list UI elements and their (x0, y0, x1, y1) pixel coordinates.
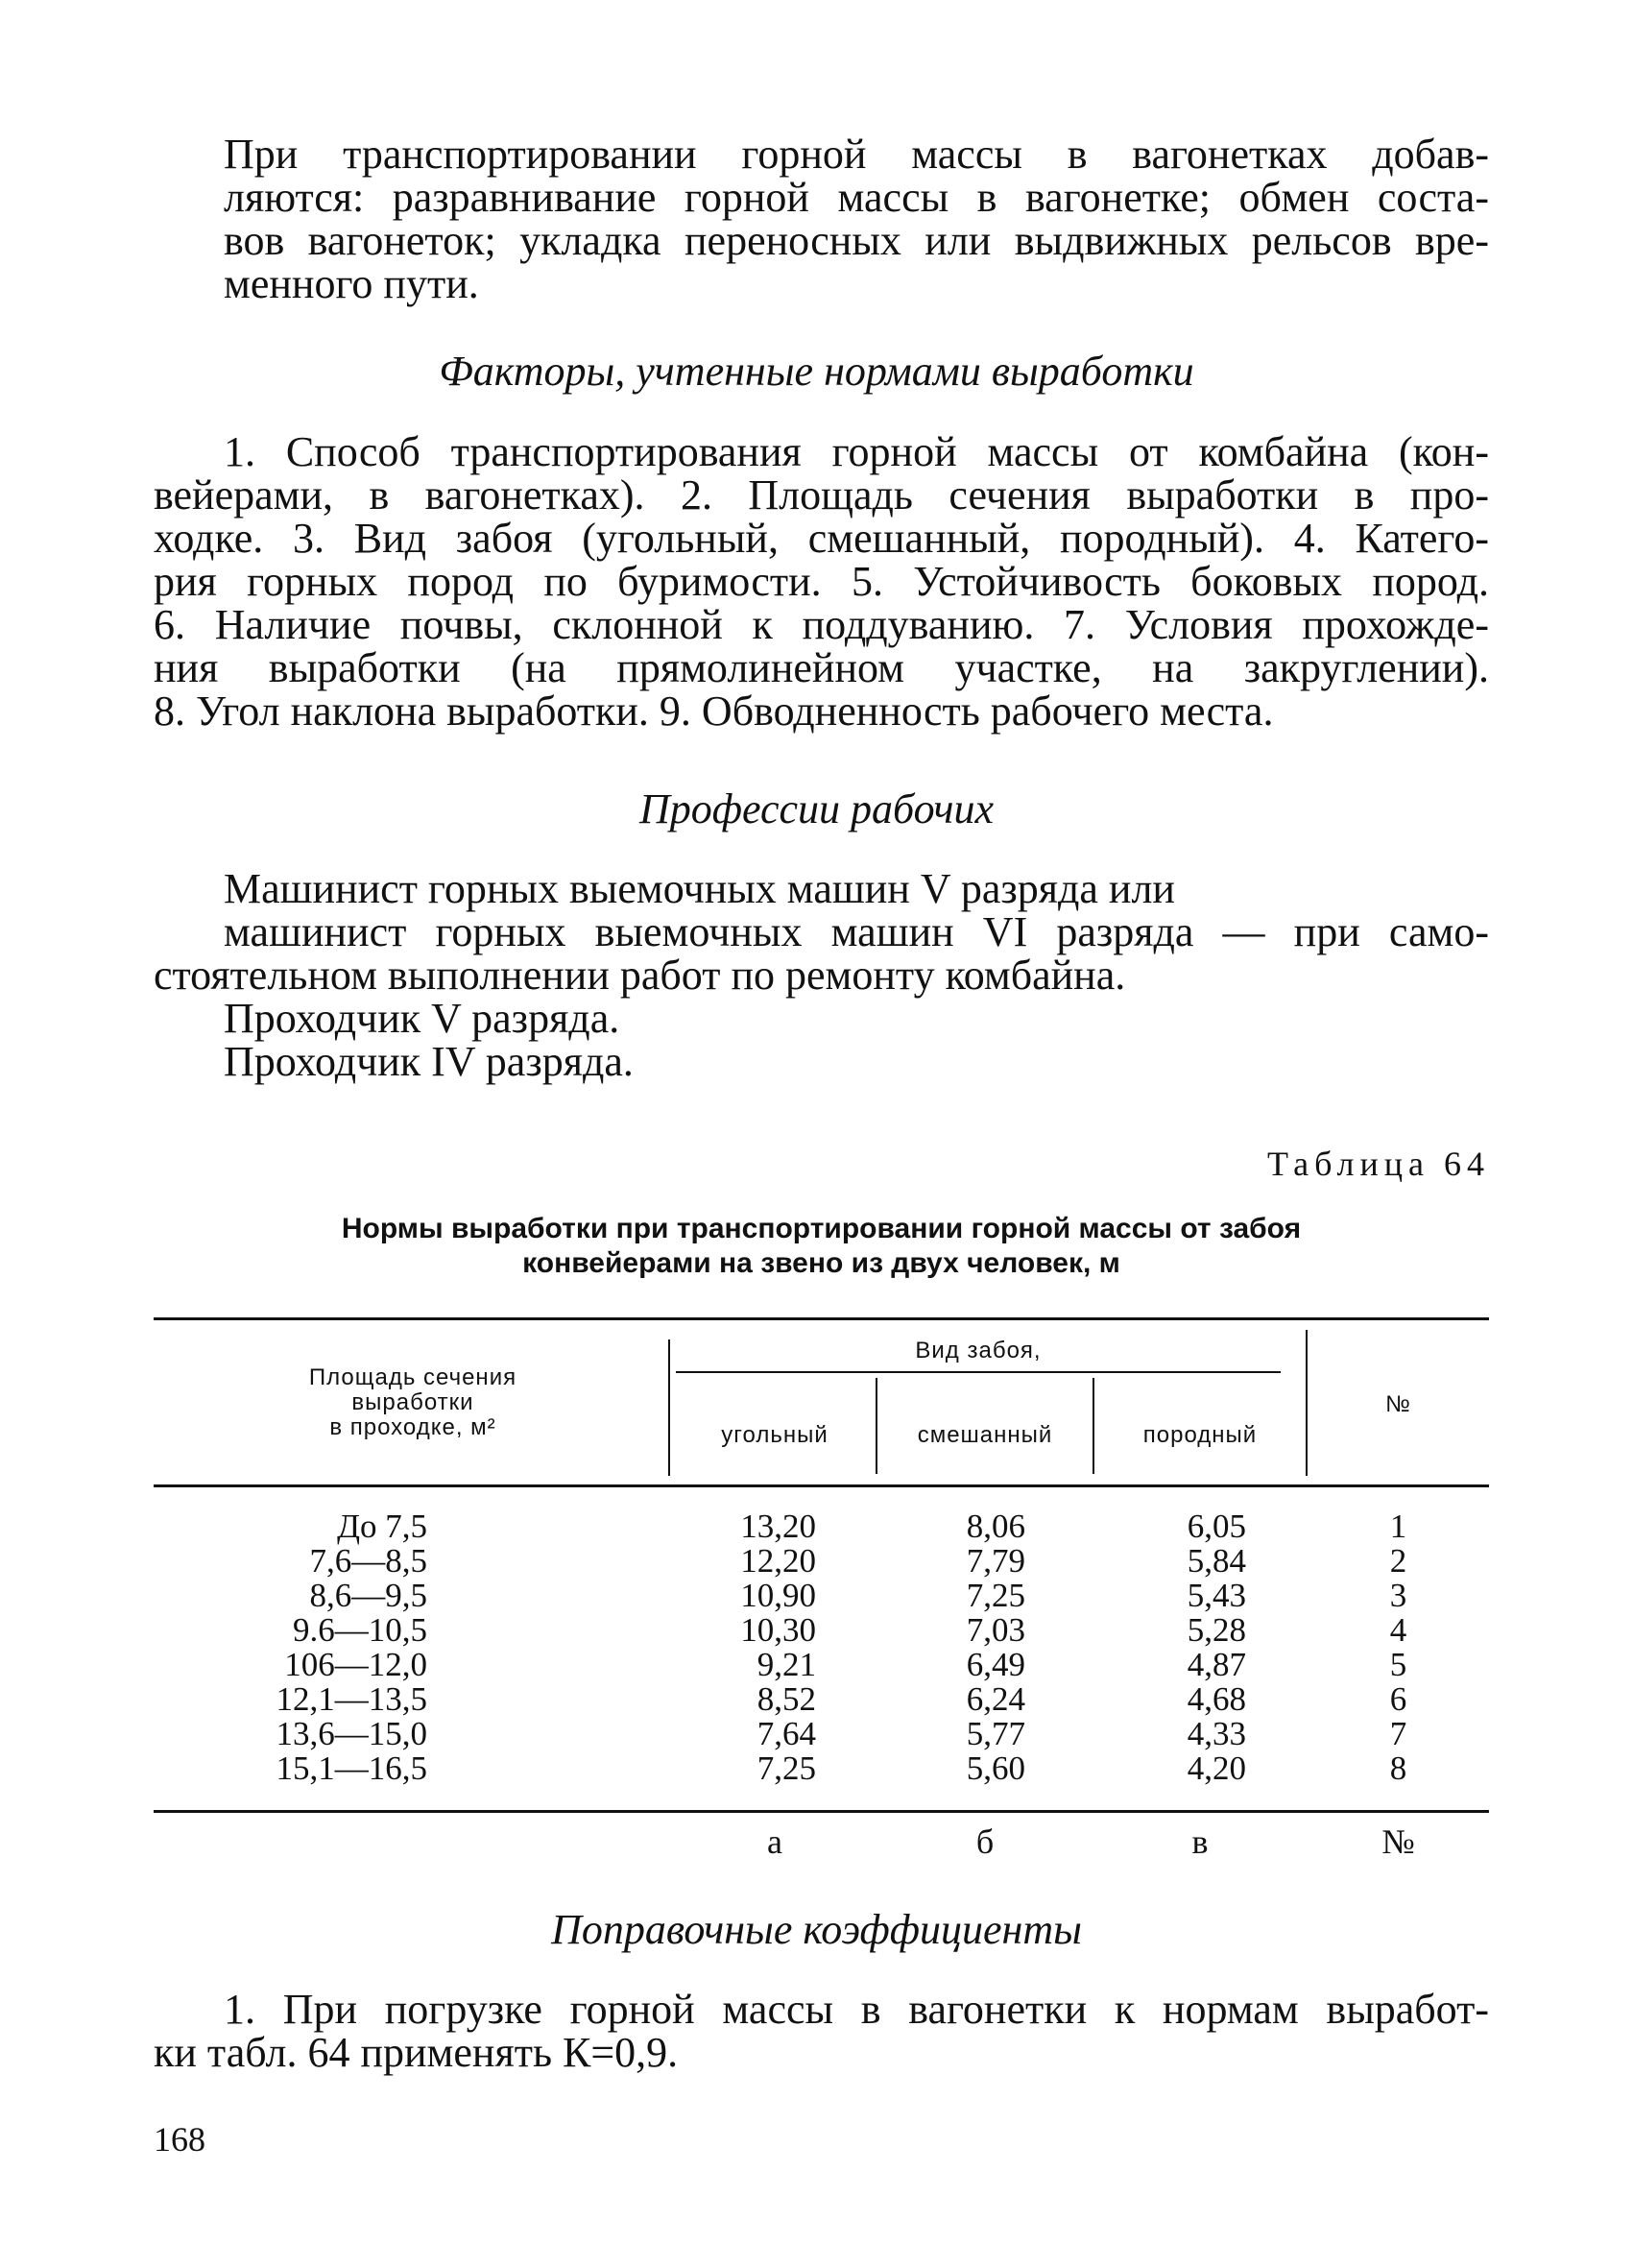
corrections-line-2: ки табл. 64 применять К=0,9. (154, 2029, 679, 2076)
table-cell-rock: 5,84 (1187, 1542, 1246, 1580)
corrections-line-1: 1. При погрузке горной массы в вагонетки к нормам выработ- (224, 1986, 1489, 2033)
table-cell-area: 9.6—10,5 (293, 1611, 427, 1649)
footer-mixed: б (975, 1822, 995, 1861)
table-cell-coal: 9,21 (756, 1646, 816, 1683)
header-face-type-rule (676, 1371, 1281, 1373)
table-cell-mixed: 8,06 (966, 1508, 1025, 1545)
table-cell-num: 5 (1389, 1646, 1407, 1683)
factors-line-5: 6. Наличие почвы, склонной к поддуванию. 7. Условия прохожде- (154, 601, 1489, 648)
table-cell-mixed: 7,79 (966, 1542, 1025, 1580)
workers-heading: Профессии рабочих (639, 785, 994, 832)
table-cell-num: 2 (1389, 1542, 1407, 1580)
workers-line-4: Проходчик V разряда. (224, 995, 620, 1042)
footer-coal: а (767, 1822, 782, 1861)
header-area-line-2: выработки (351, 1389, 474, 1415)
table-cell-coal: 7,25 (756, 1749, 816, 1787)
table-cell-mixed: 5,60 (966, 1749, 1025, 1787)
table-cell-num: 4 (1389, 1611, 1407, 1649)
factors-line-1: 1. Способ транспортирования горной массы от комбайна (кон- (224, 428, 1489, 475)
table-cell-rock: 5,43 (1187, 1577, 1246, 1614)
header-number: № (1385, 1391, 1411, 1417)
table-cell-area: 12,1—13,5 (276, 1680, 427, 1718)
intro-line-2: ляются: разравнивание горной массы в вагонетке; обмен соста- (224, 174, 1489, 221)
table-cell-area: 8,6—9,5 (309, 1577, 427, 1614)
table-cell-coal: 13,20 (740, 1508, 816, 1545)
header-area (192, 1365, 634, 1440)
table-cell-rock: 4,87 (1187, 1646, 1246, 1683)
table-header-rule (154, 1484, 1489, 1487)
intro-line-3: вов вагонеток; укладка переносных или выдвижных рельсов вре- (224, 217, 1489, 264)
header-coal: угольный (721, 1422, 829, 1448)
factors-heading: Факторы, учтенные нормами выработки (439, 348, 1194, 395)
table-cell-num: 6 (1389, 1680, 1407, 1718)
table-cell-coal: 7,64 (756, 1715, 816, 1752)
header-area-line-3: в проходке, м² (329, 1414, 496, 1440)
factors-line-4: рия горных пород по буримости. 5. Устойчивость боковых пород. (154, 558, 1489, 605)
workers-line-3: стоятельном выполнении работ по ремонту комбайна. (154, 952, 1126, 999)
table-cell-mixed: 7,25 (966, 1577, 1025, 1614)
table-cell-area: 13,6—15,0 (276, 1715, 427, 1752)
workers-line-2: машинист горных выемочных машин VI разряда — при само- (224, 908, 1489, 955)
header-rock: породный (1142, 1422, 1258, 1448)
table-cell-area: 15,1—16,5 (276, 1749, 427, 1787)
table-caption-line-1: Нормы выработки при транспортировании горной массы от забоя (341, 1213, 1302, 1244)
footer-rock: в (1191, 1822, 1209, 1861)
table-top-rule (154, 1317, 1489, 1320)
header-face-type: Вид забоя, (915, 1338, 1042, 1363)
table-caption (154, 1212, 1489, 1281)
footer-number: № (1381, 1822, 1415, 1861)
intro-line-1: При транспортировании горной массы в вагонетках добав- (224, 131, 1489, 178)
table-cell-mixed: 6,49 (966, 1646, 1025, 1683)
table-cell-num: 8 (1389, 1749, 1407, 1787)
table-cell-rock: 5,28 (1187, 1611, 1246, 1649)
table-cell-rock: 4,20 (1187, 1749, 1246, 1787)
header-area-line-1: Площадь сечения (308, 1364, 517, 1390)
header-mixed: смешанный (917, 1422, 1053, 1448)
factors-line-2: вейерами, в вагонетках). 2. Площадь сечения выработки в про- (154, 471, 1489, 519)
table-cell-rock: 6,05 (1187, 1508, 1246, 1545)
table-cell-area: 7,6—8,5 (309, 1542, 427, 1580)
table-label: Таблица 64 (1267, 1145, 1490, 1183)
factors-line-3: ходке. 3. Вид забоя (угольный, смешанный, породный). 4. Катего- (154, 515, 1489, 562)
table-cell-num: 3 (1389, 1577, 1407, 1614)
table-cell-area: 106—12,0 (284, 1646, 427, 1683)
header-divider-area (668, 1339, 670, 1476)
page-number: 168 (154, 2120, 205, 2159)
table-cell-num: 7 (1389, 1715, 1407, 1752)
table-caption-line-2: конвейерами на звено из двух человек, м (522, 1247, 1120, 1279)
factors-line-7: 8. Угол наклона выработки. 9. Обводненность рабочего места. (154, 688, 1274, 735)
table-cell-coal: 12,20 (740, 1542, 816, 1580)
table-cell-coal: 10,90 (740, 1577, 816, 1614)
factors-line-6: ния выработки (на прямолинейном участке, на закруглении). (154, 644, 1489, 691)
table-cell-rock: 4,33 (1187, 1715, 1246, 1752)
table-cell-mixed: 6,24 (966, 1680, 1025, 1718)
workers-line-1: Машинист горных выемочных машин V разряда или (224, 865, 1175, 912)
table-cell-mixed: 7,03 (966, 1611, 1025, 1649)
table-cell-coal: 8,52 (756, 1680, 816, 1718)
table-cell-mixed: 5,77 (966, 1715, 1025, 1752)
intro-line-4: менного пути. (224, 260, 479, 307)
corrections-heading: Поправочные коэффициенты (551, 1906, 1082, 1953)
table-cell-coal: 10,30 (740, 1611, 816, 1649)
table-bottom-rule (154, 1810, 1489, 1813)
table-cell-num: 1 (1389, 1508, 1407, 1545)
workers-line-5: Проходчик IV разряда. (224, 1038, 634, 1085)
table-cell-rock: 4,68 (1187, 1680, 1246, 1718)
table-cell-area: До 7,5 (337, 1508, 427, 1545)
